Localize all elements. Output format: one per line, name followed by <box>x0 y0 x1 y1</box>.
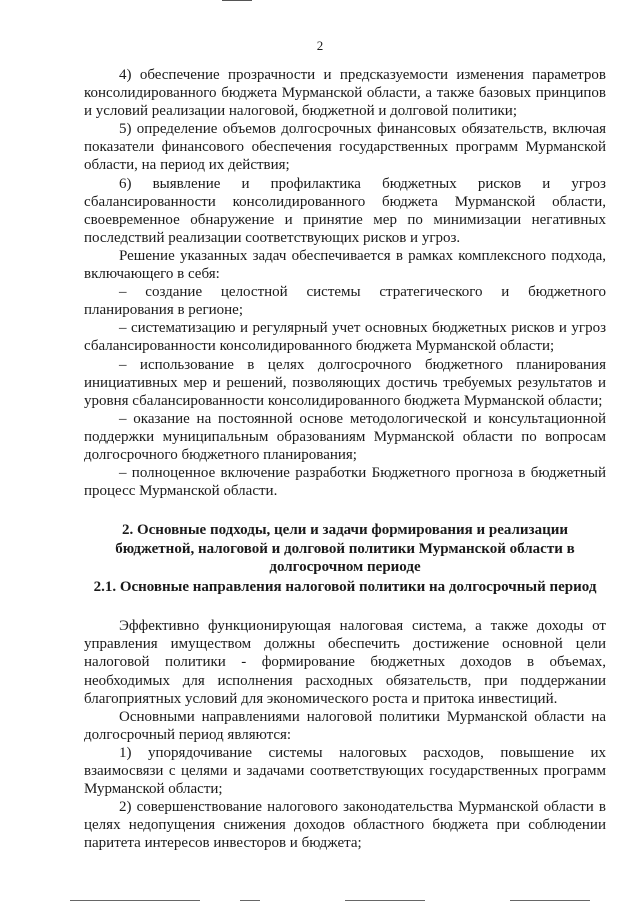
list-item-dash: – создание целостной системы стратегического и бюджетного планирования в регионе; <box>84 284 606 319</box>
list-item-numbered: 2) совершенствование налогового законодательства Мурманской области в целях недопущения снижения доходов областного бюджета при соблюдении паритета интересов инвесторов и бюджета; <box>84 799 606 852</box>
paragraph-directions: Основными направлениями налоговой политики Мурманской области на долгосрочный период являются: <box>84 708 606 743</box>
list-item-dash: – использование в целях долгосрочного бюджетного планирования инициативных мер и решений, позволяющих достичь требуемых результатов и уровня сбалансированности консолидированного бюджета Мурманской области; <box>84 356 606 409</box>
scan-mark <box>70 900 200 901</box>
list-item-dash: – систематизацию и регулярный учет основных бюджетных рисков и угроз сбалансированности консолидированного бюджета Мурманской области; <box>84 320 606 355</box>
paragraph-item-4: 4) обеспечение прозрачности и предсказуемости изменения параметров консолидированного бюджета Мурманской области, а также базовых принципов и условий реализации налоговой, бюджетной и долговой политики; <box>84 67 606 120</box>
paragraph-item-6: 6) выявление и профилактика бюджетных рисков и угроз сбалансированности консолидированного бюджета Мурманской области, своевременное обнаружение и принятие мер по минимизации негативных последствий реализации соответствующих рисков и угроз. <box>84 175 606 246</box>
list-item-dash: – оказание на постоянной основе методологической и консультационной поддержки муниципальным образованиям Мурманской области по вопросам долгосрочного бюджетного планирования; <box>84 410 606 463</box>
paragraph-tax-system: Эффективно функционирующая налоговая система, а также доходы от управления имуществом должны обеспечить достижение основной цели налоговой политики - формирование бюджетных доходов в объемах, необходимых для исполнения расходных обязательств, при поддержании благоприятных условий для экономического роста и притока инвестиций. <box>84 618 606 707</box>
list-item-numbered: 1) упорядочивание системы налоговых расходов, повышение их взаимосвязи с целями и задачами соответствующих государственных программ Мурманской области; <box>84 744 606 798</box>
scan-mark <box>345 900 425 901</box>
scan-mark <box>510 900 590 901</box>
document-body <box>84 66 606 852</box>
scan-mark <box>222 0 252 1</box>
page-number: 2 <box>316 38 324 53</box>
paragraph-approach: Решение указанных задач обеспечивается в рамках комплексного подхода, включающего в себя: <box>84 247 606 283</box>
list-item-dash: – полноценное включение разработки Бюджетного прогноза в бюджетный процесс Мурманской области. <box>84 465 606 500</box>
section-heading: 2. Основные подходы, цели и задачи формирования и реализации бюджетной, налоговой и долговой политики Мурманской области в долгосрочном периоде <box>115 522 575 576</box>
scan-mark <box>240 900 260 901</box>
subsection-heading: 2.1. Основные направления налоговой политики на долгосрочный период <box>93 578 597 595</box>
paragraph-item-5: 5) определение объемов долгосрочных финансовых обязательств, включая показатели финансового обеспечения государственных программ Мурманской области, на период их действия; <box>84 121 606 174</box>
